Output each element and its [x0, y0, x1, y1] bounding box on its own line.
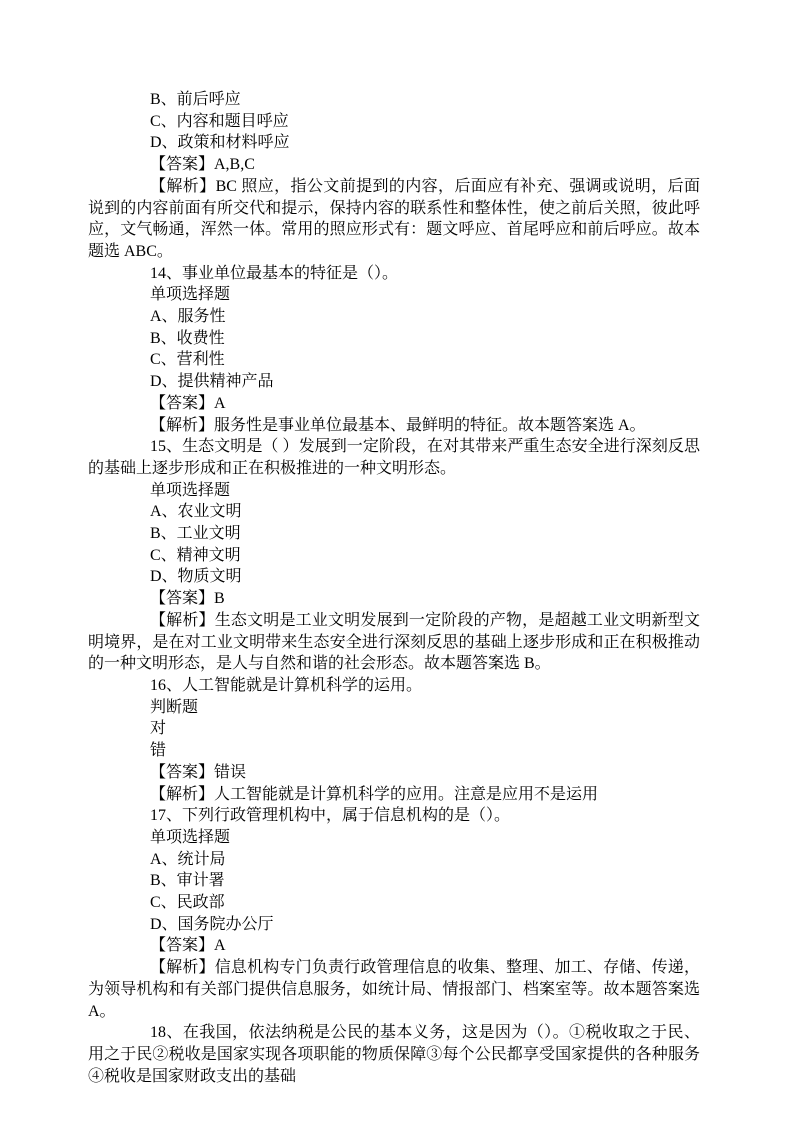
question-option: B、收费性: [150, 329, 225, 347]
question-answer: 【答案】错误: [150, 763, 247, 781]
question-option: C、精神文明: [150, 546, 241, 564]
document-body: [88, 89, 700, 1087]
question-stem: 16、人工智能就是计算机科学的运用。: [150, 676, 423, 694]
question-option: B、工业文明: [150, 525, 241, 543]
question-analysis: 【解析】服务性是事业单位最基本、最鲜明的特征。故本题答案选 A。: [150, 416, 646, 434]
question-option: D、提供精神产品: [150, 373, 274, 391]
question-stem: 17、下列行政管理机构中，属于信息机构的是（）。: [150, 807, 511, 825]
question-option: D、政策和材料呼应: [150, 134, 290, 152]
question-answer: 【答案】A: [150, 394, 226, 412]
question-analysis: 【解析】生态文明是工业文明发展到一定阶段的产物，是超越工业文明新型文明境界，是在对工业文明带来生态安全进行深刻反思的基础上逐步形成和正在积极推动的一种文明形态，是人与自然和谐的社会形态。故本题答案选 B。: [88, 611, 700, 673]
question-analysis: 【解析】人工智能就是计算机科学的应用。注意是应用不是运用: [150, 785, 599, 803]
question-analysis: 【解析】BC 照应，指公文前提到的内容，后面应有补充、强调或说明，后面说到的内容前面有所交代和提示，保持内容的联系性和整体性，使之前后关照，彼此呼应，文气畅通，浑然一体。常用的照应形式有：题文呼应、首尾呼应和前后呼应。故本题选 ABC。: [88, 177, 700, 260]
question-option: B、审计署: [150, 872, 225, 890]
question-option: B、前后呼应: [150, 91, 241, 108]
question-option: A、服务性: [150, 308, 226, 326]
question-type: 单项选择题: [150, 828, 231, 846]
question-option: 错: [150, 742, 167, 760]
question-option: C、营利性: [150, 351, 225, 369]
question-option: C、内容和题目呼应: [150, 112, 289, 130]
question-option: A、农业文明: [150, 503, 242, 521]
question-stem: 18、在我国，依法纳税是公民的基本义务，这是因为（）。①税收取之于民、用之于民②税收是国家实现各项职能的物质保障③每个公民都享受国家提供的各种服务④税收是国家财政支出的基础: [88, 1024, 700, 1085]
question-type: 单项选择题: [150, 286, 231, 304]
question-option: D、物质文明: [150, 568, 242, 586]
question-analysis: 【解析】信息机构专门负责行政管理信息的收集、整理、加工、存储、传递，为领导机构和有关部门提供信息服务，如统计局、情报部门、档案室等。故本题答案选 A。: [88, 959, 700, 1020]
question-answer: 【答案】B: [150, 590, 225, 608]
question-answer: 【答案】A,B,C: [150, 156, 255, 174]
question-option: D、国务院办公厅: [150, 915, 274, 933]
question-type: 单项选择题: [150, 481, 231, 499]
question-type: 判断题: [150, 698, 199, 716]
question-answer: 【答案】A: [150, 937, 226, 955]
question-stem: 15、生态文明是（ ）发展到一定阶段，在对其带来严重生态安全进行深刻反思的基础上逐步形成和正在积极推进的一种文明形态。: [88, 438, 700, 477]
question-option: C、民政部: [150, 894, 225, 912]
question-stem: 14、事业单位最基本的特征是（）。: [150, 264, 399, 282]
question-option: A、统计局: [150, 850, 226, 868]
question-option: 对: [150, 720, 167, 738]
